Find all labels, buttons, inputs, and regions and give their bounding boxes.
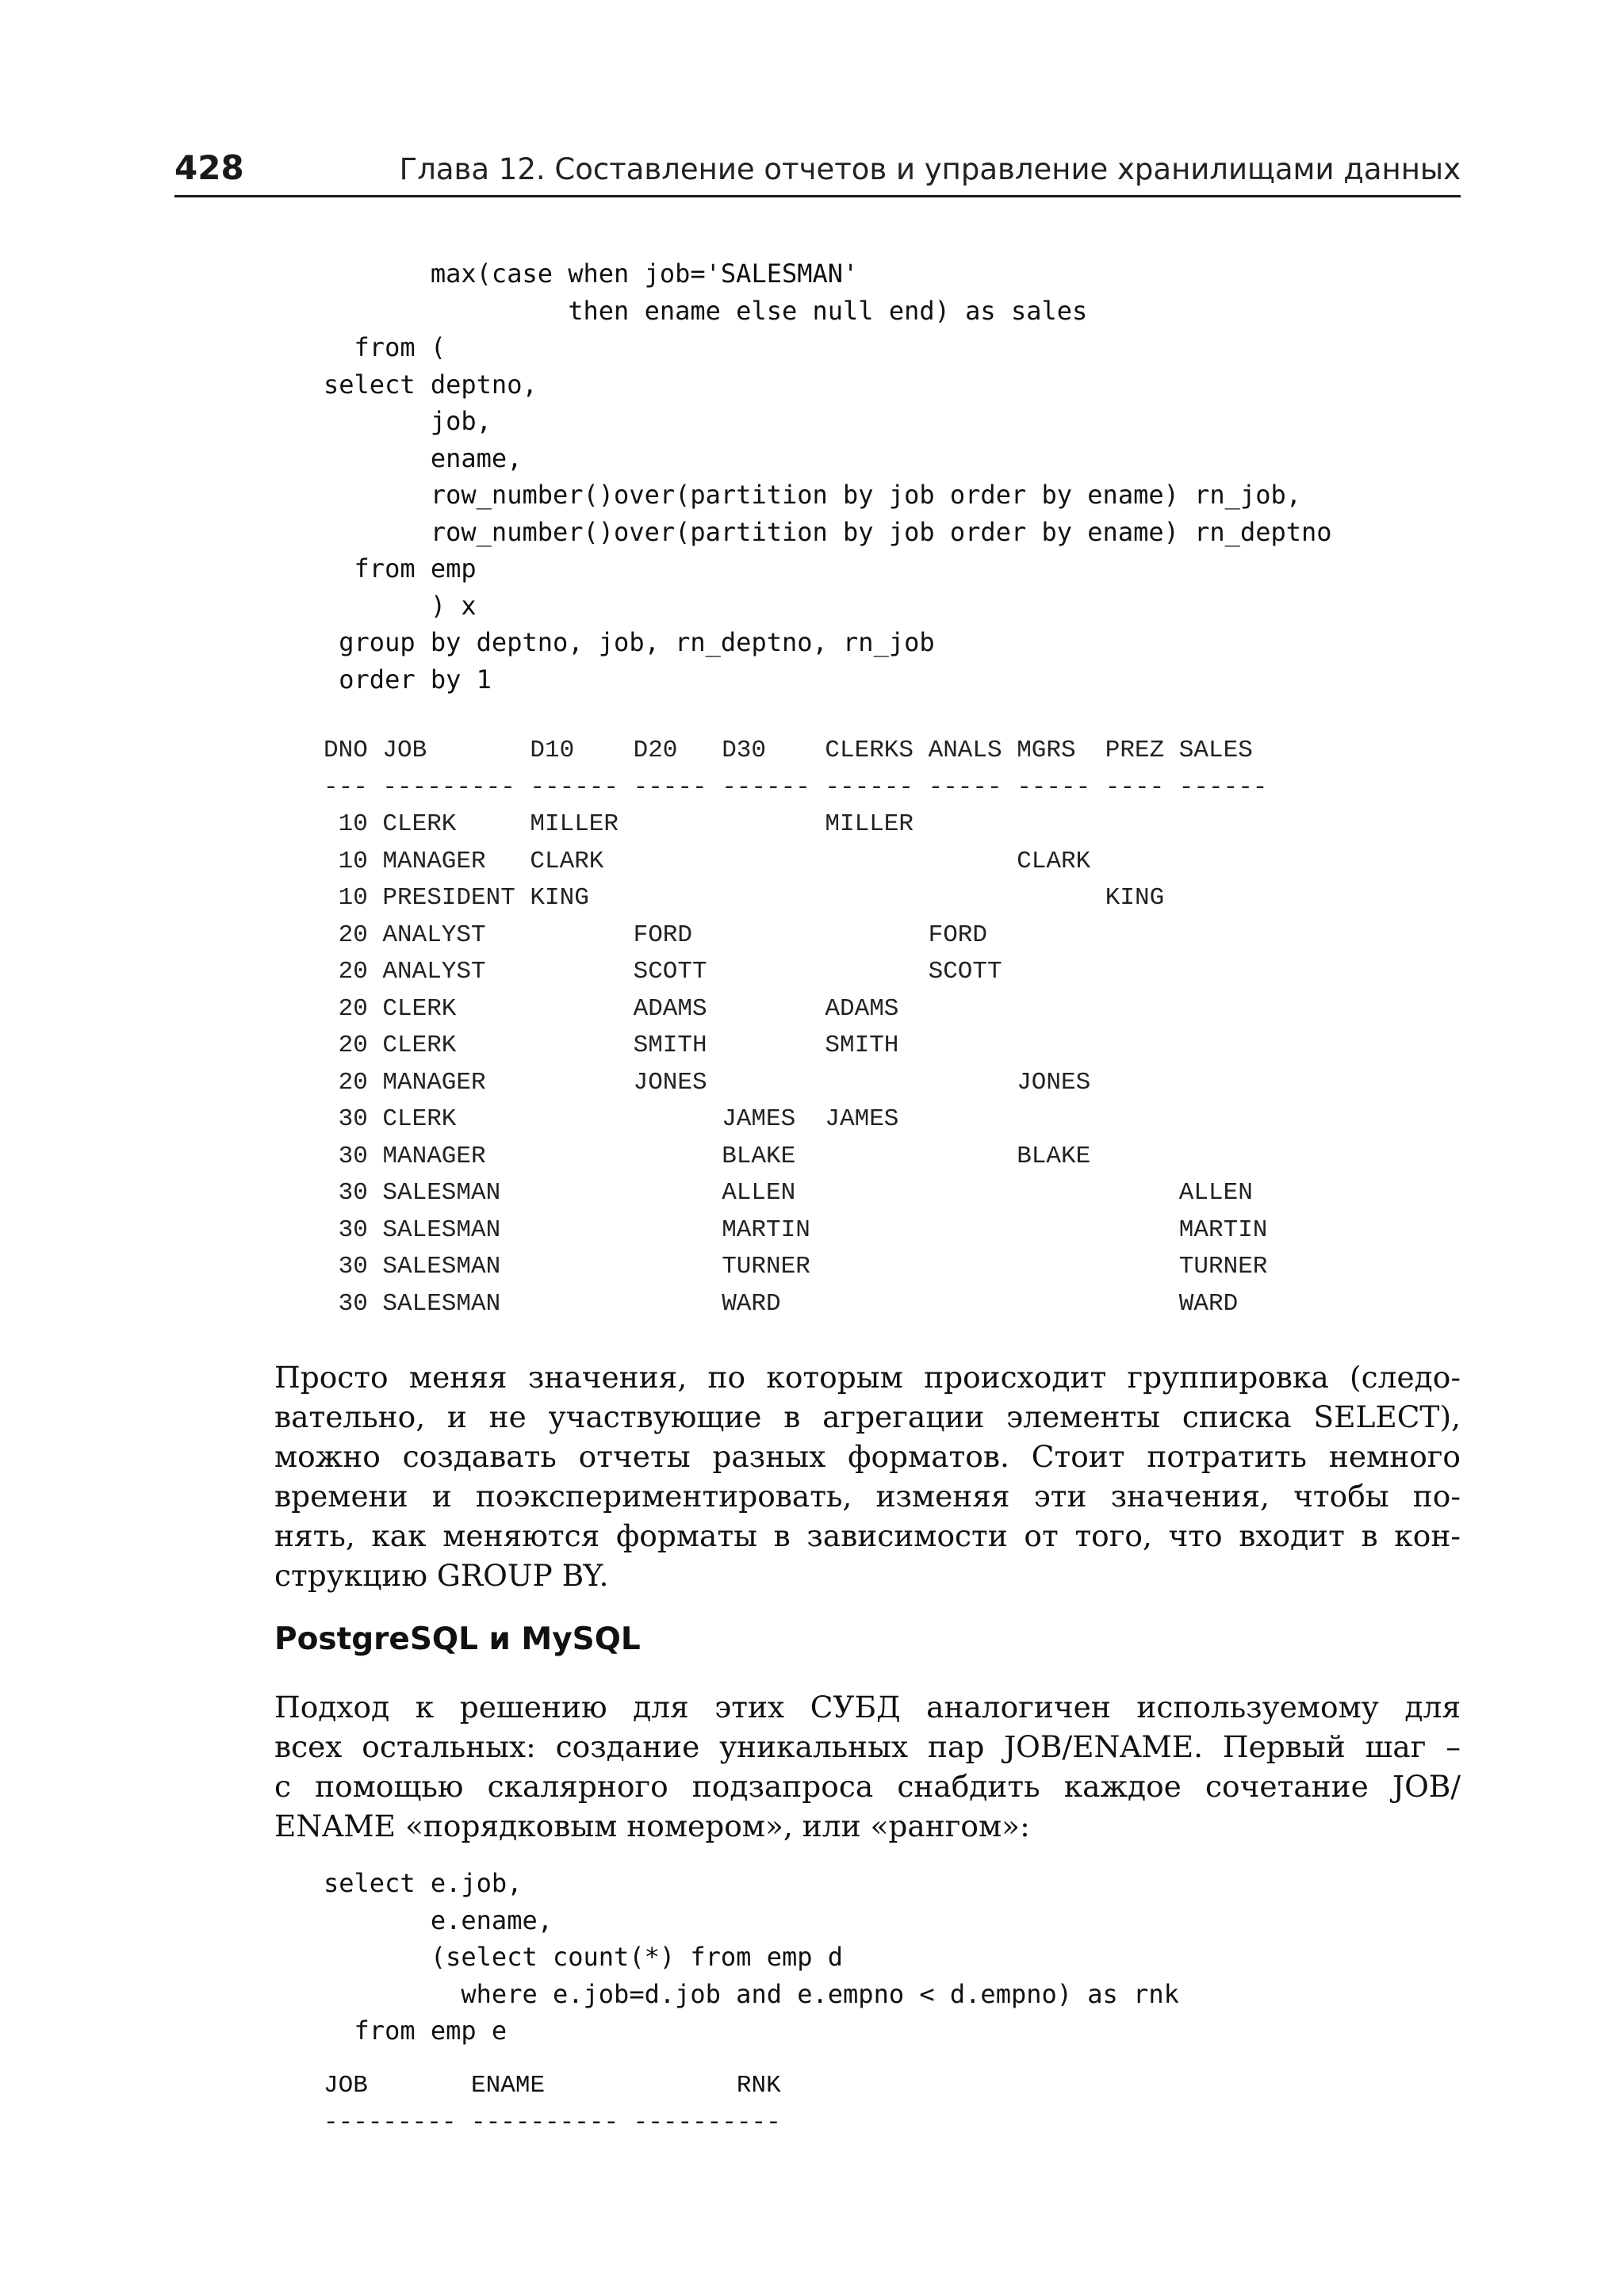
code-line: ) x: [324, 590, 477, 621]
table-cell: ADAMS: [825, 994, 899, 1023]
table-cell: ALLEN: [722, 1179, 796, 1207]
table-cell: CLERKS: [825, 737, 914, 764]
table-cell: FORD: [633, 921, 693, 949]
table-cell: TURNER: [1178, 1253, 1268, 1280]
table-cell: ANALS: [928, 737, 1002, 764]
table-cell: CLERK: [382, 1105, 457, 1133]
table-cell: ------: [530, 773, 619, 802]
table-cell: ---: [324, 773, 368, 802]
query-result-header: [324, 2068, 781, 2142]
page-number: 428: [174, 148, 244, 187]
table-cell: TURNER: [722, 1253, 810, 1280]
table-cell: CLERK: [382, 994, 457, 1023]
table-cell: JAMES: [722, 1105, 796, 1133]
table-cell: WARD: [722, 1289, 781, 1318]
code-line: select e.job,: [324, 1868, 523, 1898]
table-cell: BLAKE: [1017, 1142, 1091, 1170]
code-line: from emp: [324, 553, 477, 584]
table-cell: CLARK: [1017, 847, 1091, 875]
table-cell: MARTIN: [1178, 1215, 1268, 1244]
paragraph-line: нять, как меняются форматы в зависимости от того, что входит в кон-: [274, 1518, 1461, 1553]
table-cell: ADAMS: [633, 994, 707, 1023]
table-cell: MILLER: [825, 810, 914, 838]
code-line: from (: [324, 332, 446, 362]
table-cell: 20: [338, 921, 368, 949]
table-cell: ------: [1178, 773, 1268, 802]
table-cell: JONES: [633, 1068, 707, 1097]
table-cell: MANAGER: [382, 1068, 486, 1097]
table-cell: DNO: [324, 737, 368, 764]
table-cell: SCOTT: [928, 958, 1002, 986]
table-cell: KING: [1105, 884, 1165, 912]
table-cell: JAMES: [825, 1105, 899, 1133]
table-cell: 30: [338, 1253, 368, 1280]
table-cell: -----: [1017, 773, 1091, 802]
table-cell: 30: [338, 1289, 368, 1318]
table-cell: ALLEN: [1178, 1179, 1253, 1207]
table-cell: 30: [338, 1142, 368, 1170]
table-cell: SMITH: [633, 1032, 707, 1059]
table-cell: MGRS: [1017, 737, 1076, 764]
result-separator-line: --------- ---------- ----------: [324, 2108, 781, 2137]
running-head: Глава 12. Составление отчетов и управление хранилищами данных: [399, 152, 1461, 186]
table-cell: WARD: [1178, 1289, 1239, 1318]
paragraph-line: всех остальных: создание уникальных пар JOB/ENAME. Первый шаг –: [274, 1729, 1461, 1764]
table-cell: CLERK: [382, 1032, 457, 1059]
table-cell: ANALYST: [382, 958, 486, 986]
result-header-line: JOB ENAME RNK: [324, 2072, 781, 2100]
code-line: then ename else null end) as sales: [324, 295, 1088, 326]
table-cell: 20: [338, 958, 368, 986]
table-cell: 30: [338, 1179, 368, 1207]
table-cell: D30: [722, 737, 766, 764]
paragraph-line: можно создавать отчеты разных форматов. Стоит потратить немного: [274, 1439, 1461, 1474]
sql-code-block-2: [324, 1865, 1179, 2050]
section-heading: PostgreSQL и MySQL: [274, 1621, 641, 1657]
table-cell: SALESMAN: [382, 1215, 501, 1244]
code-line: max(case when job='SALESMAN': [324, 258, 859, 289]
table-cell: MANAGER: [382, 847, 486, 875]
sql-code-block: [324, 255, 1332, 698]
table-cell: CLARK: [530, 847, 604, 875]
table-cell: MARTIN: [722, 1215, 810, 1244]
code-line: row_number()over(partition by job order by ename) rn_deptno: [324, 516, 1332, 547]
paragraph-line: ENAME «порядковым номером», или «рангом»:: [274, 1809, 1030, 1843]
table-cell: JOB: [382, 737, 427, 764]
table-cell: FORD: [928, 921, 988, 949]
body-paragraph-2: [274, 1687, 1461, 1846]
code-line: order by 1: [324, 664, 492, 695]
table-cell: SCOTT: [633, 958, 707, 986]
paragraph-line: Просто меняя значения, по которым происходит группировка (следо-: [274, 1360, 1461, 1395]
code-line: from emp e: [324, 2015, 508, 2046]
table-cell: ---------: [382, 773, 515, 802]
table-cell: PRESIDENT: [382, 884, 515, 912]
paragraph-line: времени и поэкспериментировать, изменяя эти значения, чтобы по-: [274, 1479, 1461, 1514]
table-cell: MANAGER: [382, 1142, 486, 1170]
table-cell: 10: [338, 810, 368, 838]
table-cell: 20: [338, 994, 368, 1023]
table-cell: -----: [633, 773, 707, 802]
paragraph-line: вательно, и не участвующие в агрегации элементы списка SELECT),: [274, 1399, 1461, 1434]
table-cell: 20: [338, 1068, 368, 1097]
code-line: job,: [324, 406, 492, 436]
table-cell: SALES: [1178, 737, 1253, 764]
table-cell: 30: [338, 1105, 368, 1133]
table-cell: MILLER: [530, 810, 619, 838]
table-cell: 10: [338, 884, 368, 912]
table-cell: -----: [928, 773, 1002, 802]
table-cell: D10: [530, 737, 575, 764]
table-cell: ----: [1105, 773, 1165, 802]
table-cell: SALESMAN: [382, 1289, 501, 1318]
table-cell: JONES: [1017, 1068, 1091, 1097]
table-cell: ------: [722, 773, 810, 802]
body-paragraph: [274, 1357, 1461, 1595]
code-line: e.ename,: [324, 1904, 553, 1935]
code-line: ename,: [324, 442, 523, 473]
table-cell: D20: [633, 737, 678, 764]
table-cell: 30: [338, 1215, 368, 1244]
table-cell: CLERK: [382, 810, 457, 838]
table-cell: ANALYST: [382, 921, 486, 949]
table-cell: SMITH: [825, 1032, 899, 1059]
code-line: group by deptno, job, rn_deptno, rn_job: [324, 627, 935, 657]
table-cell: 20: [338, 1032, 368, 1059]
table-cell: SALESMAN: [382, 1253, 501, 1280]
table-cell: PREZ: [1105, 737, 1165, 764]
paragraph-line: Подход к решению для этих СУБД аналогичен используемому для: [274, 1690, 1461, 1725]
code-line: select deptno,: [324, 369, 538, 400]
table-cell: ------: [825, 773, 914, 802]
table-cell: KING: [530, 884, 589, 912]
table-cell: SALESMAN: [382, 1179, 501, 1207]
table-cell: 10: [338, 847, 368, 875]
table-cell: BLAKE: [722, 1142, 796, 1170]
code-line: row_number()over(partition by job order by ename) rn_job,: [324, 480, 1301, 510]
paragraph-line: с помощью скалярного подзапроса снабдить каждое сочетание JOB/: [274, 1769, 1461, 1804]
page-header: [174, 147, 1461, 197]
paragraph-line: струкцию GROUP BY.: [274, 1558, 609, 1593]
code-line: (select count(*) from emp d: [324, 1942, 844, 1972]
code-line: where e.job=d.job and e.empno < d.empno) as rnk: [324, 1978, 1179, 2009]
